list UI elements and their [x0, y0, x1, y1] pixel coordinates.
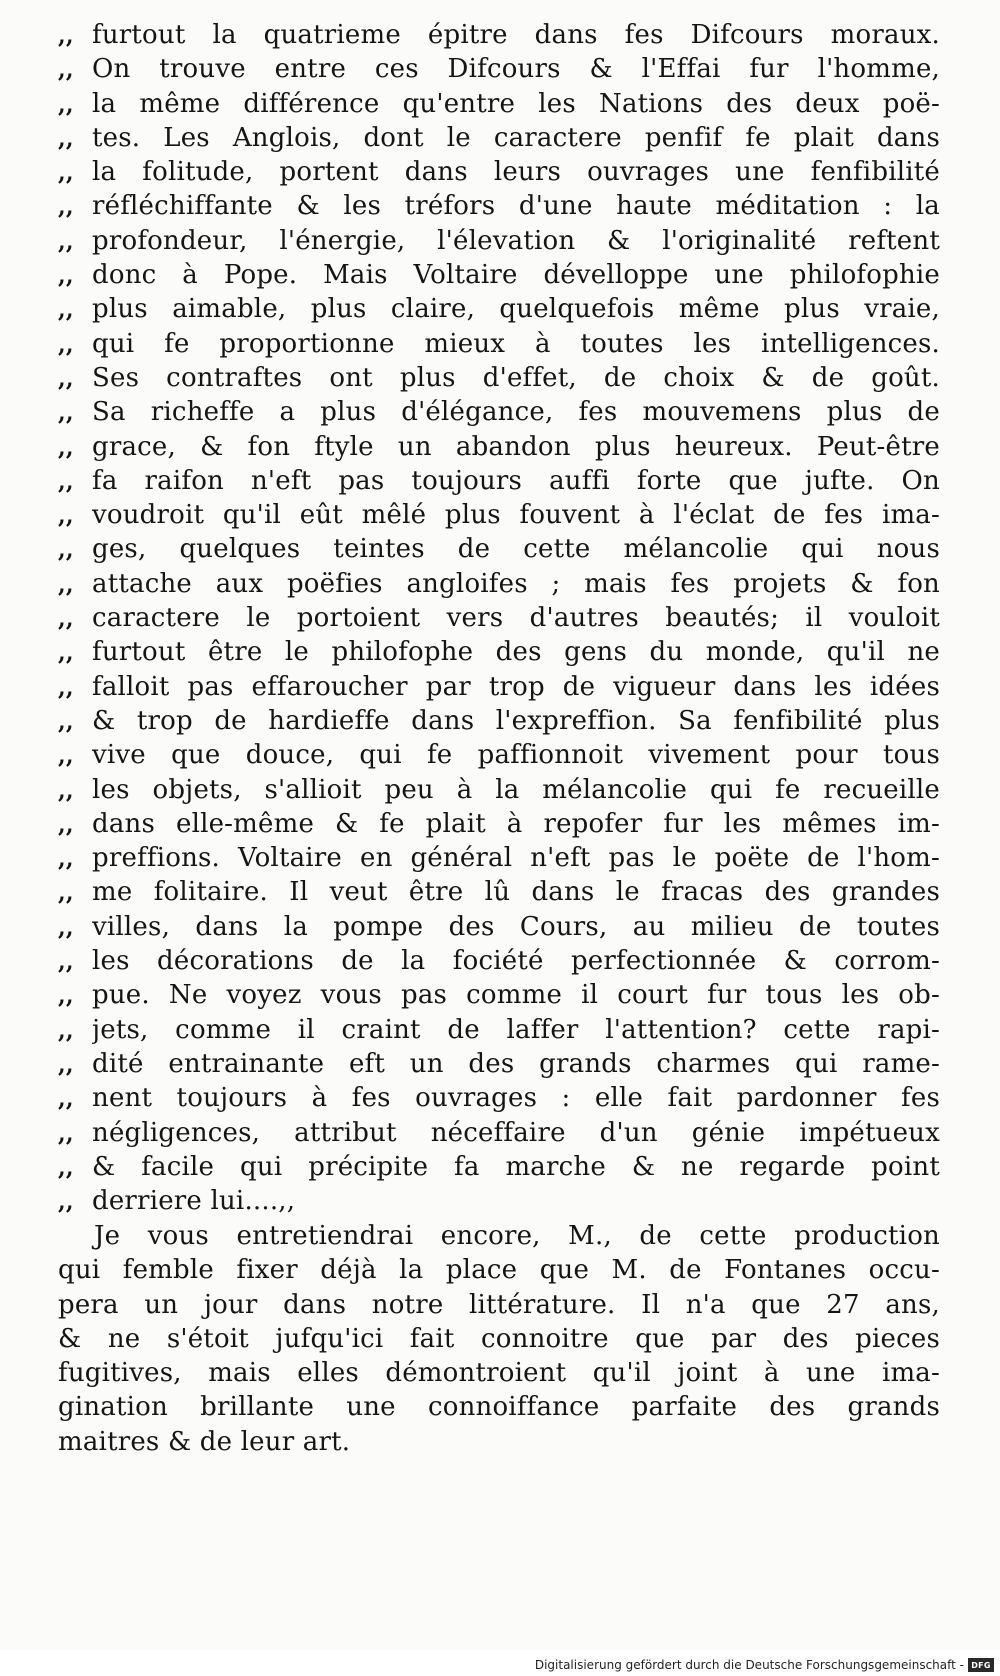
line-text: furtout être le philofophe des gens du monde, qu'il ne — [92, 637, 940, 668]
line-text: & facile qui précipite fa marche & ne regarde point — [92, 1151, 940, 1182]
quote-mark: ,, — [58, 708, 74, 735]
line-text: dans elle-même & fe plait à repofer fur les mêmes im- — [92, 808, 940, 839]
footer — [0, 1650, 1000, 1676]
line-text: dité entrainante eft un des grands charmes qui rame- — [92, 1048, 940, 1079]
line-text: jets, comme il craint de laffer l'attention? cette rapi- — [92, 1014, 940, 1045]
quoted-line — [58, 672, 940, 706]
quoted-line — [58, 1152, 940, 1186]
line-text: & ne s'étoit jufqu'ici fait connoitre que par des pieces — [58, 1323, 940, 1354]
line-text: falloit pas effaroucher par trop de vigueur dans les idées — [92, 671, 940, 702]
line-text: les décorations de la fociété perfectionnée & corrom- — [92, 946, 940, 977]
quote-mark: ,, — [58, 743, 74, 770]
quoted-line — [58, 1015, 940, 1049]
quote-mark: ,, — [58, 1086, 74, 1113]
quote-mark: ,, — [58, 194, 74, 221]
quote-mark: ,, — [58, 1017, 74, 1044]
quoted-line — [58, 775, 940, 809]
quote-mark: ,, — [58, 468, 74, 495]
line-text: pera un jour dans notre littérature. Il n'a que 27 ans, — [58, 1289, 940, 1320]
line-text: gination brillante une connoiffance parfaite des grands — [58, 1392, 940, 1423]
line-text: réfléchiffante & les tréfors d'une haute méditation : la — [92, 191, 940, 222]
quoted-line — [58, 157, 940, 191]
line-text: les objets, s'allioit peu à la mélancolie qui fe recueille — [92, 774, 940, 805]
quote-mark: ,, — [58, 365, 74, 392]
quote-mark: ,, — [58, 434, 74, 461]
dfg-logo: DFG — [968, 1658, 994, 1672]
line-text: tes. Les Anglois, dont le caractere penfif fe plait dans — [92, 122, 940, 153]
quoted-line — [58, 432, 940, 466]
line-text: plus aimable, plus claire, quelquefois même plus vraie, — [92, 294, 940, 325]
line-text: caractere le portoient vers d'autres beautés; il vouloit — [92, 603, 940, 634]
quoted-line — [58, 54, 940, 88]
footer-credit: Digitalisierung gefördert durch die Deutsche Forschungsgemeinschaft - — [534, 1658, 964, 1672]
quoted-line — [58, 980, 940, 1014]
line-text: villes, dans la pompe des Cours, au milieu de toutes — [92, 911, 940, 942]
line-text: voudroit qu'il eût mêlé plus fouvent à l'éclat de fes ima- — [92, 500, 940, 531]
line-text: Je vous entretiendrai encore, M., de cette production — [94, 1221, 940, 1251]
paragraph-line — [58, 1324, 940, 1358]
quote-mark: ,, — [58, 160, 74, 187]
quoted-line — [58, 534, 940, 568]
quote-mark: ,, — [58, 1120, 74, 1147]
line-text: pue. Ne voyez vous pas comme il court fur tous les ob- — [92, 980, 940, 1011]
quoted-line — [58, 500, 940, 534]
quoted-line — [58, 191, 940, 225]
line-text: grace, & fon ftyle un abandon plus heureux. Peut-être — [92, 431, 940, 462]
quoted-line — [58, 912, 940, 946]
quoted-line — [58, 363, 940, 397]
quote-mark: ,, — [58, 228, 74, 255]
line-text: Ses contraftes ont plus d'effet, de choix & de goût. — [92, 362, 940, 393]
quoted-line — [58, 946, 940, 980]
quoted-line — [58, 329, 940, 363]
quoted-line — [58, 569, 940, 603]
quote-mark: ,, — [58, 571, 74, 598]
quoted-line — [58, 397, 940, 431]
paragraph-line — [58, 1427, 940, 1461]
quoted-line — [58, 637, 940, 671]
paragraph-line — [58, 1221, 940, 1255]
quoted-line — [58, 603, 940, 637]
paragraph-line — [58, 1392, 940, 1426]
quote-mark: ,, — [58, 777, 74, 804]
quote-mark: ,, — [58, 606, 74, 633]
quoted-passage — [58, 20, 940, 1220]
line-text: qui femble fixer déjà la place que M. de Fontanes occu- — [58, 1255, 940, 1286]
line-text: donc à Pope. Mais Voltaire dévelloppe une philofophie — [92, 260, 940, 291]
line-text: fa raifon n'eft pas toujours auffi forte que jufte. On — [92, 465, 940, 496]
quote-mark: ,, — [58, 400, 74, 427]
paragraph-line — [58, 1290, 940, 1324]
quote-mark: ,, — [58, 263, 74, 290]
quote-mark: ,, — [58, 57, 74, 84]
quoted-line — [58, 260, 940, 294]
quoted-line — [58, 466, 940, 500]
quote-mark: ,, — [58, 297, 74, 324]
quote-mark: ,, — [58, 503, 74, 530]
line-text: la folitude, portent dans leurs ouvrages une fenfibilité — [92, 157, 940, 188]
quoted-line — [58, 1083, 940, 1117]
line-text: me folitaire. Il veut être lû dans le fracas des grandes — [92, 877, 940, 908]
quoted-line — [58, 843, 940, 877]
line-text: profondeur, l'énergie, l'élevation & l'originalité reftent — [92, 225, 940, 256]
line-text: On trouve entre ces Difcours & l'Effai fur l'homme, — [92, 54, 940, 85]
quoted-line — [58, 1049, 940, 1083]
quote-mark: ,, — [58, 1051, 74, 1078]
line-text: nent toujours à fes ouvrages : elle fait pardonner fes — [92, 1083, 940, 1114]
quoted-line — [58, 1186, 940, 1220]
quote-mark: ,, — [58, 640, 74, 667]
quote-mark: ,, — [58, 983, 74, 1010]
quote-mark: ,, — [58, 880, 74, 907]
line-text: attache aux poëfies angloifes ; mais fes projets & fon — [92, 568, 940, 599]
quoted-line — [58, 226, 940, 260]
paragraph-line — [58, 1358, 940, 1392]
quoted-line — [58, 706, 940, 740]
line-text: Sa richeffe a plus d'élégance, fes mouvemens plus de — [92, 397, 940, 428]
line-text: maitres & de leur art. — [58, 1426, 351, 1457]
quoted-line — [58, 809, 940, 843]
line-text: qui fe proportionne mieux à toutes les intelligences. — [92, 328, 940, 359]
line-text: vive que douce, qui fe paffionnoit vivement pour tous — [92, 740, 940, 771]
quote-mark: ,, — [58, 811, 74, 838]
quote-mark: ,, — [58, 846, 74, 873]
paragraph-line — [58, 1255, 940, 1289]
line-text: derriere lui....,, — [92, 1186, 296, 1217]
quoted-line — [58, 1118, 940, 1152]
line-text: fugitives, mais elles démontroient qu'il joint à une ima- — [58, 1358, 940, 1389]
quoted-line — [58, 877, 940, 911]
quote-mark: ,, — [58, 23, 74, 49]
line-text: & trop de hardieffe dans l'expreffion. Sa fenfibilité plus — [92, 705, 940, 736]
line-text: négligences, attribut néceffaire d'un génie impétueux — [92, 1117, 940, 1148]
quoted-line — [58, 89, 940, 123]
quote-mark: ,, — [58, 674, 74, 701]
quote-mark: ,, — [58, 331, 74, 358]
closing-paragraph — [58, 1221, 940, 1461]
line-text: ges, quelques teintes de cette mélancolie qui nous — [92, 534, 940, 565]
quote-mark: ,, — [58, 1189, 74, 1216]
quote-mark: ,, — [58, 1154, 74, 1181]
quote-mark: ,, — [58, 914, 74, 941]
line-text: furtout la quatrieme épitre dans fes Difcours moraux. — [92, 20, 940, 50]
quote-mark: ,, — [58, 949, 74, 976]
quote-mark: ,, — [58, 91, 74, 118]
quote-mark: ,, — [58, 125, 74, 152]
quoted-line — [58, 20, 940, 54]
quote-mark: ,, — [58, 537, 74, 564]
line-text: preffions. Voltaire en général n'eft pas le poëte de l'hom- — [92, 843, 940, 874]
quoted-line — [58, 123, 940, 157]
quoted-line — [58, 294, 940, 328]
line-text: la même différence qu'entre les Nations des deux poë- — [92, 88, 940, 119]
quoted-line — [58, 740, 940, 774]
